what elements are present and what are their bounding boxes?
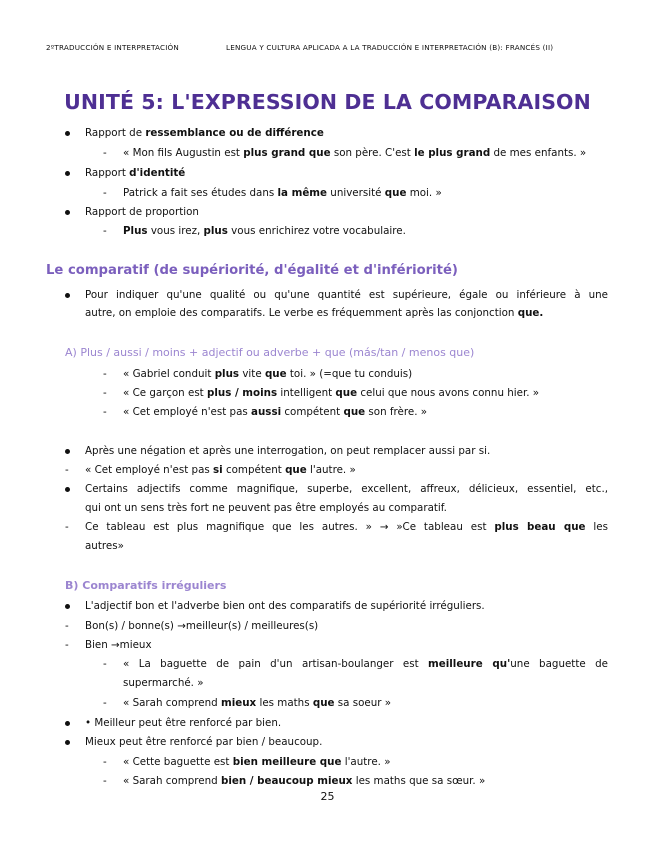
general-text-line-1: Pour indiquer qu'une qualité ou qu'une quantité est supérieure, égale ou inférieure à une xyxy=(85,289,608,301)
header-left: 2ºTRADUCCIÓN E INTERPRETACIÓN xyxy=(46,43,179,52)
section-title: Le comparatif (de supériorité, d'égalité et d'infériorité) xyxy=(46,263,458,278)
intro-example-3: Plus vous irez, plus vous enrichirez votre vocabulaire. xyxy=(123,225,406,237)
page-number: 25 xyxy=(320,790,335,803)
bullet xyxy=(65,721,70,726)
example-a-3: « Cet employé n'est pas aussi compétent que son frère. » xyxy=(123,406,428,418)
example-b-2: « Sarah comprend mieux les maths que sa soeur » xyxy=(123,697,392,709)
adjectives-text-line-1: Certains adjectifs comme magnifique, superbe, excellent, affreux, délicieux, essentiel, etc., xyxy=(85,483,608,495)
irregular-bien: Bien →mieux xyxy=(85,639,152,651)
example-b-1-line-1: « La baguette de pain d'un artisan-boulanger est meilleure qu'une baguette de xyxy=(123,658,608,670)
dash-marker: - xyxy=(65,639,69,651)
adjectives-example-line-2: autres» xyxy=(85,540,124,552)
subsection-b-title: B) Comparatifs irréguliers xyxy=(65,579,227,592)
example-b-4: « Sarah comprend bien / beaucoup mieux les maths que sa sœur. » xyxy=(123,775,486,787)
dash-marker: - xyxy=(103,225,107,237)
negation-text: Après une négation et après une interrogation, on peut remplacer aussi par si. xyxy=(85,445,491,457)
bullet xyxy=(65,604,70,609)
adjectives-text-line-2: qui ont un sens très fort ne peuvent pas être employés au comparatif. xyxy=(85,502,447,514)
intro-example-2: Patrick a fait ses études dans la même université que moi. » xyxy=(123,187,442,199)
meilleur-text: • Meilleur peut être renforcé par bien. xyxy=(85,717,282,729)
header-right: LENGUA Y CULTURA APLICADA A LA TRADUCCIÓN E INTERPRETACIÓN (B): FRANCÉS (II) xyxy=(226,43,554,52)
bullet xyxy=(65,449,70,454)
page-title: UNITÉ 5: L'EXPRESSION DE LA COMPARAISON xyxy=(64,90,591,114)
dash-marker: - xyxy=(103,775,107,787)
dash-marker: - xyxy=(65,464,69,476)
bullet xyxy=(65,740,70,745)
intro-item-3: Rapport de proportion xyxy=(85,206,199,218)
bullet xyxy=(65,131,70,136)
dash-marker: - xyxy=(103,658,107,670)
dash-marker: - xyxy=(65,521,69,533)
bullet xyxy=(65,210,70,215)
dash-marker: - xyxy=(103,147,107,159)
dash-marker: - xyxy=(103,187,107,199)
irregular-bon: Bon(s) / bonne(s) →meilleur(s) / meilleures(s) xyxy=(85,620,319,632)
bullet xyxy=(65,293,70,298)
adjectives-example-line-1: Ce tableau est plus magnifique que les autres. » → »Ce tableau est plus beau que les xyxy=(85,521,608,533)
example-b-1-line-2: supermarché. » xyxy=(123,677,204,689)
bullet xyxy=(65,171,70,176)
dash-marker: - xyxy=(103,387,107,399)
dash-marker: - xyxy=(65,620,69,632)
example-a-2: « Ce garçon est plus / moins intelligent que celui que nous avons connu hier. » xyxy=(123,387,540,399)
example-a-1: « Gabriel conduit plus vite que toi. » (=que tu conduis) xyxy=(123,368,413,380)
dash-marker: - xyxy=(103,697,107,709)
dash-marker: - xyxy=(103,406,107,418)
intro-item-1: Rapport de ressemblance ou de différence xyxy=(85,127,324,139)
intro-example-1: « Mon fils Augustin est plus grand que son père. C'est le plus grand de mes enfants. » xyxy=(123,147,587,159)
negation-example: « Cet employé n'est pas si compétent que l'autre. » xyxy=(85,464,356,476)
bullet xyxy=(65,487,70,492)
intro-item-2: Rapport d'identité xyxy=(85,167,186,179)
example-b-3: « Cette baguette est bien meilleure que l'autre. » xyxy=(123,756,391,768)
irregular-text: L'adjectif bon et l'adverbe bien ont des comparatifs de supériorité irréguliers. xyxy=(85,600,485,612)
dash-marker: - xyxy=(103,368,107,380)
mieux-text: Mieux peut être renforcé par bien / beaucoup. xyxy=(85,736,323,748)
subsection-a-title: A) Plus / aussi / moins + adjectif ou adverbe + que (más/tan / menos que) xyxy=(65,346,475,359)
dash-marker: - xyxy=(103,756,107,768)
general-text-line-2: autre, on emploie des comparatifs. Le verbe es fréquemment après las conjonction que. xyxy=(85,307,544,319)
